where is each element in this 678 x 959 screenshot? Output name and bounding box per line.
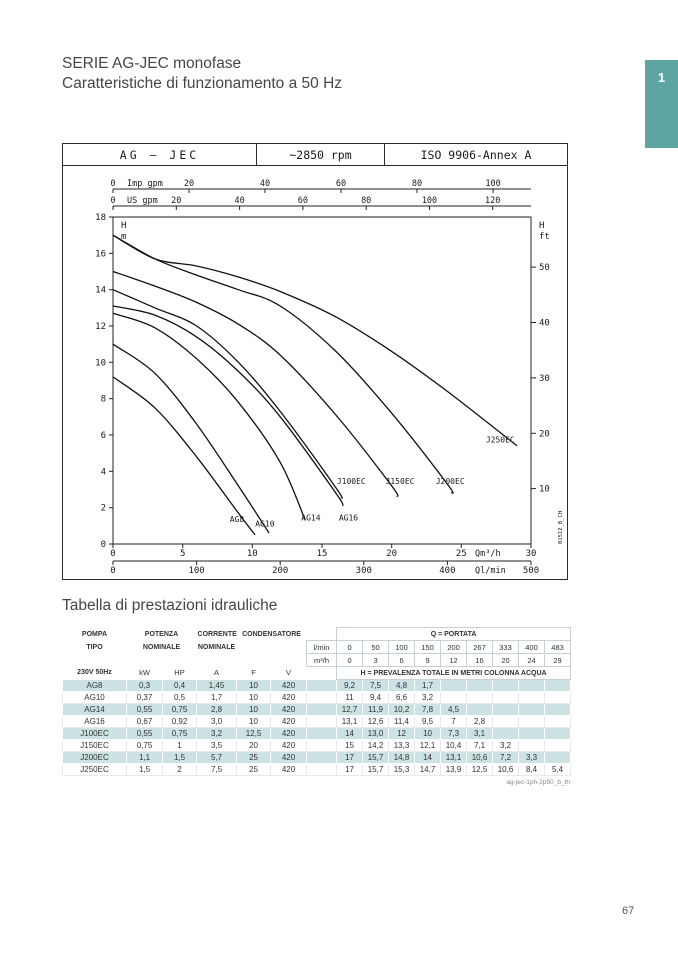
pump-curve-AG16 [113, 306, 343, 506]
value-cell: 12,1 [415, 740, 441, 752]
flow-value-cell: 200 [441, 641, 467, 654]
value-cell: 420 [271, 704, 307, 716]
value-cell: 420 [271, 716, 307, 728]
header-row-m3h [63, 654, 571, 667]
value-cell: 0,55 [127, 704, 163, 716]
value-cell: 0,55 [127, 728, 163, 740]
value-cell [307, 752, 337, 764]
pump-curve-J100EC [113, 290, 342, 499]
header-row-1 [63, 628, 571, 641]
value-cell: 0,75 [163, 728, 197, 740]
title-line-2: Caratteristiche di funzionamento a 50 Hz [62, 75, 343, 92]
svg-text:6: 6 [100, 431, 106, 441]
value-cell [519, 716, 545, 728]
value-cell: 7,1 [467, 740, 493, 752]
value-cell: 1,1 [127, 752, 163, 764]
svg-text:15: 15 [316, 549, 328, 559]
value-cell [545, 704, 571, 716]
curve-label-J150EC: J150EC [385, 477, 415, 487]
value-cell [493, 704, 519, 716]
value-cell [545, 752, 571, 764]
flow-value-cell: 0 [337, 641, 363, 654]
flow-value-cell: 483 [545, 641, 571, 654]
header-row-lmin [63, 641, 571, 654]
pump-name-cell: AG8 [63, 680, 127, 692]
spacer-cell [127, 654, 197, 667]
svg-text:80: 80 [361, 196, 372, 206]
value-cell: 8,4 [519, 764, 545, 776]
svg-text:40: 40 [539, 318, 550, 329]
value-cell: 5,4 [545, 764, 571, 776]
value-cell [467, 680, 493, 692]
value-cell: 10 [237, 680, 271, 692]
value-cell: 10,2 [389, 704, 415, 716]
value-cell: 14,2 [363, 740, 389, 752]
value-cell: 7,5 [363, 680, 389, 692]
svg-text:80: 80 [411, 179, 423, 189]
unit-label-lmin: l/min [307, 641, 337, 654]
pump-name-cell: J200EC [63, 752, 127, 764]
value-cell: 13,3 [389, 740, 415, 752]
flow-value-cell: 333 [493, 641, 519, 654]
value-cell [493, 716, 519, 728]
svg-text:12: 12 [95, 322, 106, 332]
value-cell: 420 [271, 740, 307, 752]
value-cell: 1 [163, 740, 197, 752]
svg-text:0: 0 [100, 540, 106, 550]
svg-text:100: 100 [188, 566, 205, 576]
flow-value-cell: 50 [363, 641, 389, 654]
value-cell: 3,2 [415, 692, 441, 704]
value-cell: 10 [237, 716, 271, 728]
value-cell: 5,7 [197, 752, 237, 764]
value-cell: 12,5 [467, 764, 493, 776]
svg-text:300: 300 [355, 566, 372, 576]
svg-text:0: 0 [110, 549, 116, 559]
unit-hp: HP [174, 668, 185, 678]
spacer-cell [237, 641, 307, 654]
col-header-potenza: POTENZA [144, 630, 179, 638]
flow-value-cell: 16 [467, 654, 493, 667]
value-cell: 10 [237, 704, 271, 716]
svg-text:50: 50 [539, 263, 550, 274]
svg-text:8: 8 [100, 394, 106, 405]
value-cell: 420 [271, 680, 307, 692]
value-cell: 1,5 [127, 764, 163, 776]
value-cell: 25 [237, 752, 271, 764]
curve-label-AG14: AG14 [301, 513, 321, 523]
value-cell: 13,0 [363, 728, 389, 740]
col-header-nominale: NOMINALE [142, 643, 181, 651]
col-header-nominale2: NOMINALE [197, 643, 236, 651]
table-row [63, 704, 571, 716]
value-cell [307, 764, 337, 776]
value-cell: 10 [237, 692, 271, 704]
chart-svg [63, 166, 567, 578]
svg-text:0: 0 [110, 196, 116, 206]
value-cell: 2,8 [467, 716, 493, 728]
value-cell [545, 728, 571, 740]
value-cell [307, 704, 337, 716]
unit-kw: kW [139, 668, 150, 678]
svg-text:ft: ft [539, 232, 550, 242]
col-header-portata: Q = PORTATA [337, 628, 571, 641]
value-cell: 7,2 [493, 752, 519, 764]
value-cell: 10,4 [441, 740, 467, 752]
value-cell: 0,75 [127, 740, 163, 752]
value-cell: 13,9 [441, 764, 467, 776]
flow-value-cell: 150 [415, 641, 441, 654]
value-cell: 11,9 [363, 704, 389, 716]
value-cell [441, 692, 467, 704]
value-cell: 3,1 [467, 728, 493, 740]
section-tab-number: 1 [657, 70, 666, 85]
flow-value-cell: 20 [493, 654, 519, 667]
svg-text:25: 25 [455, 549, 467, 559]
col-header-corrente: CORRENTE [197, 630, 237, 638]
value-cell: 1,5 [163, 752, 197, 764]
curve-label-J250EC: J250EC [485, 435, 515, 445]
svg-text:Ql/min: Ql/min [475, 566, 506, 576]
value-cell: 14,7 [415, 764, 441, 776]
value-cell: 420 [271, 752, 307, 764]
value-cell [307, 680, 337, 692]
pump-curve-AG8 [113, 377, 255, 535]
flow-value-cell: 3 [363, 654, 389, 667]
spacer-cell [307, 628, 337, 641]
value-cell: 4,5 [441, 704, 467, 716]
table-title: Tabella di prestazioni idrauliche [62, 597, 278, 614]
page-title [62, 54, 342, 94]
flow-value-cell: 29 [545, 654, 571, 667]
table-row [63, 680, 571, 692]
value-cell [307, 716, 337, 728]
svg-text:Qm³/h: Qm³/h [475, 549, 501, 559]
value-cell: 0,75 [163, 704, 197, 716]
value-cell: 3,3 [519, 752, 545, 764]
section-tab [645, 60, 678, 148]
flow-value-cell: 400 [519, 641, 545, 654]
pump-curve-J150EC [113, 272, 398, 497]
value-cell: 0,67 [127, 716, 163, 728]
value-cell: 0,4 [163, 680, 197, 692]
value-cell: 10,6 [493, 764, 519, 776]
svg-text:m: m [121, 232, 127, 242]
flow-value-cell: 12 [441, 654, 467, 667]
svg-text:400: 400 [439, 566, 456, 576]
curve-label-AG8: AG8 [229, 515, 245, 525]
spacer-cell [63, 654, 127, 667]
value-cell: 7,5 [197, 764, 237, 776]
value-cell: 11,4 [389, 716, 415, 728]
chart-watermark: 01512_B_CH [558, 510, 564, 544]
svg-text:2: 2 [100, 503, 106, 514]
document-code: ag-jec-1ph-2p50_b_th [506, 779, 570, 786]
svg-text:10: 10 [246, 549, 258, 559]
pump-name-cell: AG10 [63, 692, 127, 704]
svg-text:18: 18 [95, 213, 106, 223]
value-cell: 6,6 [389, 692, 415, 704]
table-row [63, 692, 571, 704]
value-cell: 0,5 [163, 692, 197, 704]
value-cell: 9,4 [363, 692, 389, 704]
value-cell: 1,45 [197, 680, 237, 692]
curve-label-AG10: AG10 [255, 519, 275, 529]
spacer-cell [197, 654, 237, 667]
chart-header [63, 144, 567, 166]
value-cell: 1,7 [197, 692, 237, 704]
value-cell [441, 680, 467, 692]
value-cell: 420 [271, 728, 307, 740]
header-row-units [63, 667, 571, 680]
voltage-label: 230V 50Hz [77, 669, 112, 677]
svg-text:16: 16 [95, 249, 106, 260]
svg-text:4: 4 [100, 467, 106, 478]
value-cell: 12,7 [337, 704, 363, 716]
value-cell: 14 [415, 752, 441, 764]
value-cell: 9,2 [337, 680, 363, 692]
value-cell: 12,6 [363, 716, 389, 728]
pump-name-cell: J100EC [63, 728, 127, 740]
svg-text:20: 20 [539, 429, 550, 440]
value-cell: 12 [389, 728, 415, 740]
value-cell: 3,5 [197, 740, 237, 752]
svg-text:60: 60 [335, 179, 347, 189]
svg-text:40: 40 [259, 179, 271, 189]
svg-text:30: 30 [525, 549, 537, 559]
value-cell: 13,1 [337, 716, 363, 728]
performance-chart-panel [62, 143, 568, 580]
value-cell [519, 680, 545, 692]
value-cell [545, 716, 571, 728]
value-cell [519, 728, 545, 740]
pump-curve-AG10 [113, 344, 269, 533]
svg-text:0: 0 [110, 179, 116, 189]
value-cell: 2 [163, 764, 197, 776]
value-cell: 15,7 [363, 752, 389, 764]
svg-text:200: 200 [272, 566, 289, 576]
value-cell [493, 680, 519, 692]
flow-value-cell: 267 [467, 641, 493, 654]
chart-speed-label: ~2850 rpm [256, 144, 385, 165]
value-cell [307, 692, 337, 704]
table-row [63, 728, 571, 740]
value-cell [545, 740, 571, 752]
unit-a: A [214, 668, 220, 678]
svg-text:Imp gpm: Imp gpm [127, 179, 163, 189]
value-cell: 25 [237, 764, 271, 776]
value-cell: 9,5 [415, 716, 441, 728]
table-row [63, 752, 571, 764]
value-cell: 3,2 [197, 728, 237, 740]
svg-text:20: 20 [171, 196, 182, 206]
head-note: H = PREVALENZA TOTALE IN METRI COLONNA ACQUA [337, 667, 571, 680]
svg-text:30: 30 [539, 373, 550, 384]
value-cell: 15,7 [363, 764, 389, 776]
svg-text:20: 20 [183, 179, 195, 189]
svg-text:14: 14 [95, 285, 106, 296]
svg-text:0: 0 [110, 566, 116, 576]
flow-value-cell: 0 [337, 654, 363, 667]
chart-standard-label: ISO 9906-Annex A [420, 147, 532, 162]
value-cell [467, 704, 493, 716]
value-cell [545, 692, 571, 704]
svg-text:US gpm: US gpm [127, 196, 158, 206]
value-cell: 420 [271, 764, 307, 776]
flow-value-cell: 9 [415, 654, 441, 667]
value-cell: 7,3 [441, 728, 467, 740]
svg-text:500: 500 [522, 566, 540, 576]
flow-value-cell: 100 [389, 641, 415, 654]
value-cell: 7 [441, 716, 467, 728]
value-cell: 20 [237, 740, 271, 752]
spacer-cell [307, 667, 337, 680]
pump-curve-AG14 [113, 313, 305, 520]
page-number: 67 [622, 905, 635, 917]
svg-text:H: H [121, 221, 127, 231]
value-cell [493, 728, 519, 740]
value-cell: 10 [415, 728, 441, 740]
table-row [63, 740, 571, 752]
value-cell [519, 740, 545, 752]
pump-curve-J200EC [113, 235, 453, 493]
value-cell: 14 [337, 728, 363, 740]
col-header-tipo: TIPO [86, 643, 103, 651]
value-cell: 12,5 [237, 728, 271, 740]
value-cell: 3,2 [493, 740, 519, 752]
value-cell [545, 680, 571, 692]
value-cell: 1,7 [415, 680, 441, 692]
value-cell: 15,3 [389, 764, 415, 776]
value-cell [519, 692, 545, 704]
value-cell: 7,8 [415, 704, 441, 716]
curve-label-AG16: AG16 [338, 513, 359, 523]
value-cell: 13,1 [441, 752, 467, 764]
value-cell: 17 [337, 764, 363, 776]
svg-text:100: 100 [421, 196, 438, 206]
svg-text:120: 120 [485, 196, 501, 206]
curve-label-J200EC: J200EC [435, 477, 465, 487]
svg-text:10: 10 [539, 484, 550, 495]
unit-f: F [251, 668, 256, 678]
value-cell: 420 [271, 692, 307, 704]
value-cell [467, 692, 493, 704]
value-cell: 11 [337, 692, 363, 704]
value-cell [519, 704, 545, 716]
table-row [63, 716, 571, 728]
value-cell: 17 [337, 752, 363, 764]
pump-name-cell: J250EC [63, 764, 127, 776]
value-cell: 3,0 [197, 716, 237, 728]
unit-label-m3h: m³/h [307, 654, 337, 667]
value-cell: 0,3 [127, 680, 163, 692]
value-cell [307, 740, 337, 752]
performance-table [62, 627, 571, 776]
svg-text:10: 10 [95, 358, 106, 369]
hydraulic-table-section [62, 597, 570, 786]
flow-value-cell: 24 [519, 654, 545, 667]
value-cell: 2,8 [197, 704, 237, 716]
flow-value-cell: 6 [389, 654, 415, 667]
value-cell: 4,8 [389, 680, 415, 692]
pump-name-cell: AG16 [63, 716, 127, 728]
svg-text:5: 5 [179, 549, 186, 559]
svg-text:100: 100 [485, 179, 501, 189]
chart-model-label: AG – JEC [119, 147, 200, 162]
unit-v: V [286, 668, 292, 678]
value-cell: 10,6 [467, 752, 493, 764]
col-header-condensatore: CONDENSATORE [242, 630, 301, 638]
value-cell: 15 [337, 740, 363, 752]
value-cell: 0,37 [127, 692, 163, 704]
curve-label-J100EC: J100EC [336, 477, 366, 487]
spacer-cell [237, 654, 307, 667]
col-header-pompa: POMPA [81, 630, 108, 638]
svg-text:20: 20 [386, 549, 398, 559]
svg-text:40: 40 [234, 196, 245, 206]
svg-text:60: 60 [297, 196, 309, 206]
table-row [63, 764, 571, 776]
svg-text:H: H [539, 221, 545, 231]
value-cell [493, 692, 519, 704]
pump-curves-chart [63, 166, 567, 578]
value-cell: 0,92 [163, 716, 197, 728]
title-line-1: SERIE AG-JEC monofase [62, 55, 242, 72]
value-cell: 14,8 [389, 752, 415, 764]
pump-name-cell: AG14 [63, 704, 127, 716]
pump-name-cell: J150EC [63, 740, 127, 752]
value-cell [307, 728, 337, 740]
